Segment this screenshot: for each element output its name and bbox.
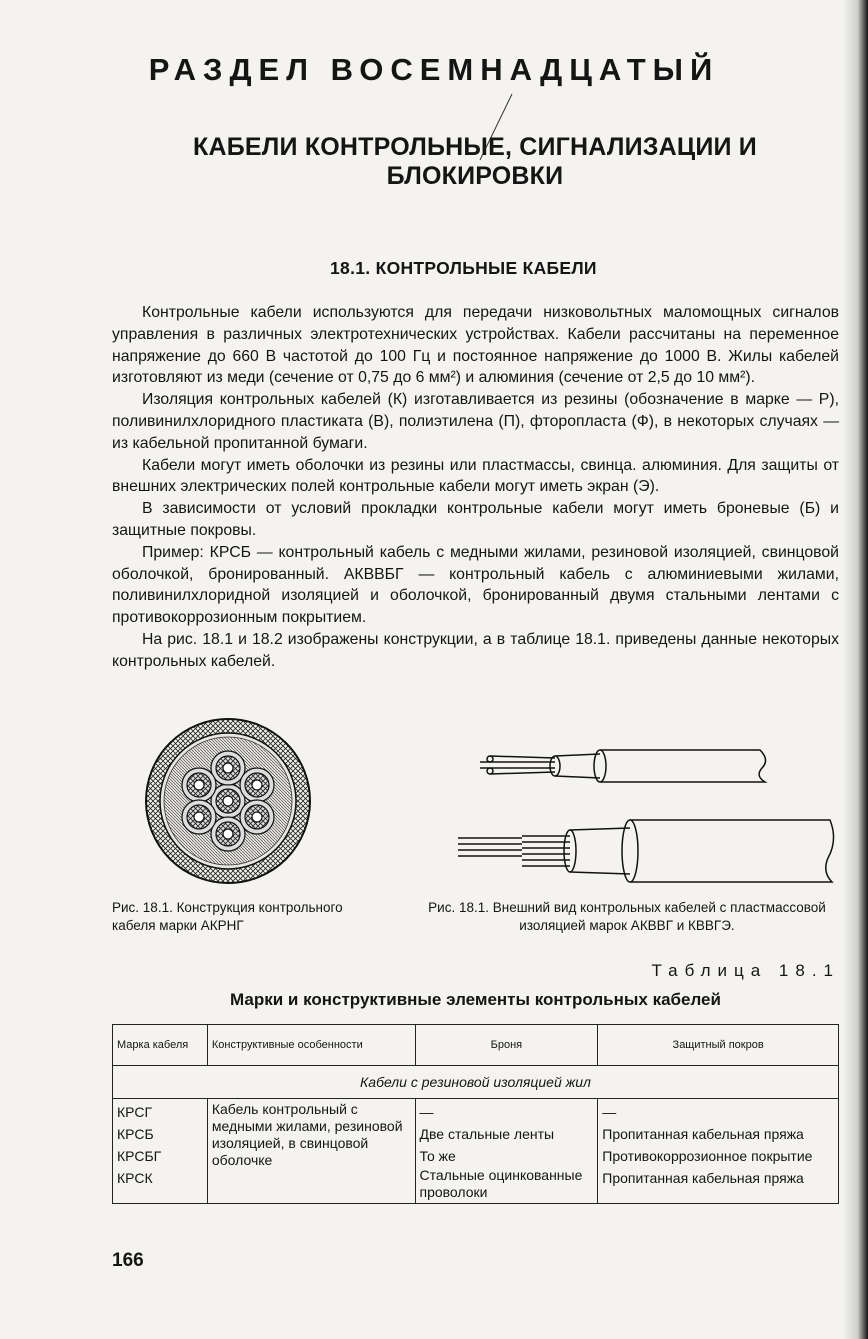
paragraph-3: Кабели могут иметь оболочки из резины или пластмассы, свинца. алюминия. Для защиты от внешних электрических полей контрольные кабели могут иметь экран (Э). bbox=[112, 456, 839, 496]
brand-value: КРСК bbox=[117, 1170, 153, 1186]
armor-value: Стальные оцинкованные проволоки bbox=[419, 1167, 583, 1200]
table-number-label: Таблица 18.1 bbox=[651, 961, 840, 980]
paragraph-1: Контрольные кабели используются для передачи низковольтных маломощных сигналов управления в различных электротехнических устройствах. Кабели рассчитаны на переменное напряжение до 660 В частотой до 100 Гц и постоянное напряжение до 1000 В. Жилы кабелей изготовляют из меди (сечение от 0,75 до 6 мм²) и алюминия (сечение от 2,5 до 10 мм²). bbox=[112, 304, 839, 387]
armor-value: — bbox=[419, 1104, 434, 1120]
table-header-row bbox=[113, 1025, 839, 1066]
paragraph-5: Пример: КРСБ — контрольный кабель с медными жилами, резиновой изоляцией, свинцовой оболочкой, бронированный. АКВВБГ — контрольный кабель с алюминиевыми жилами, поливинилхлоридной изоляцией и оболочкой, бронированный двумя стальными лентами с противокоррозионным покрытием. bbox=[112, 543, 839, 627]
brand-value: КРСБ bbox=[117, 1126, 154, 1142]
section-title: РАЗДЕЛ ВОСЕМНАДЦАТЫЙ bbox=[148, 52, 720, 87]
figure-caption-left: Рис. 18.1. Конструкция контрольного кабеля марки АКРНГ bbox=[112, 900, 343, 933]
armor-value: То же bbox=[419, 1148, 456, 1164]
figure-caption-right: Рис. 18.1. Внешний вид контрольных кабелей с пластмассовой изоляцией марок АКВВГ и КВВГЭ. bbox=[428, 900, 826, 933]
cable-side-view-icon bbox=[450, 732, 845, 887]
features-cell bbox=[207, 1099, 415, 1204]
cable-cross-section-icon bbox=[143, 716, 313, 886]
cover-cell bbox=[598, 1099, 839, 1204]
table-header-cell: Защитный покров bbox=[598, 1025, 839, 1066]
cover-value: Пропитанная кабельная пряжа bbox=[602, 1170, 804, 1186]
body-text bbox=[112, 302, 839, 673]
paragraph-4: В зависимости от условий прокладки контрольные кабели могут иметь броневые (Б) и защитные покровы. bbox=[112, 500, 839, 539]
paragraph-2: Изоляция контрольных кабелей (К) изготавливается из резины (обозначение в марке — Р), поливинилхлоридного пластиката (В), полиэтилена (П), фторопласта (Ф), в некоторых случаях — из кабельной пропитанной бумаги. bbox=[112, 391, 839, 452]
table-header-cell: Марка кабеля bbox=[113, 1025, 208, 1066]
section-subtitle: КАБЕЛИ КОНТРОЛЬНЫЕ, СИГНАЛИЗАЦИИ И БЛОКИРОВКИ bbox=[193, 133, 757, 190]
armor-value: Две стальные ленты bbox=[419, 1126, 555, 1142]
paragraph-6: На рис. 18.1 и 18.2 изображены конструкции, а в таблице 18.1. приведены данные некоторых контрольных кабелей. bbox=[112, 630, 839, 670]
table-header-cell: Конструктивные особенности bbox=[207, 1025, 415, 1066]
brand-cell bbox=[113, 1099, 208, 1204]
table-row bbox=[113, 1099, 839, 1204]
page-edge-shadow bbox=[842, 0, 868, 1339]
table-header-cell: Броня bbox=[415, 1025, 598, 1066]
page-number: 166 bbox=[112, 1250, 144, 1271]
brand-value: КРСГ bbox=[117, 1104, 153, 1120]
table-group-label: Кабели с резиновой изоляцией жил bbox=[113, 1066, 839, 1099]
table-group-row bbox=[113, 1066, 839, 1099]
armor-cell bbox=[415, 1099, 598, 1204]
cover-value: — bbox=[602, 1104, 617, 1120]
brand-value: КРСБГ bbox=[117, 1148, 162, 1164]
cable-brands-table bbox=[112, 1024, 839, 1204]
table-title: Марки и конструктивные элементы контрольных кабелей bbox=[230, 990, 721, 1009]
subsection-title: 18.1. КОНТРОЛЬНЫЕ КАБЕЛИ bbox=[330, 258, 597, 278]
cover-value: Противокоррозионное покрытие bbox=[602, 1148, 813, 1164]
features-value: Кабель контрольный с медными жилами, резиновой изоляцией, в свинцовой оболочке bbox=[211, 1101, 403, 1168]
cover-value: Пропитанная кабельная пряжа bbox=[602, 1126, 804, 1142]
